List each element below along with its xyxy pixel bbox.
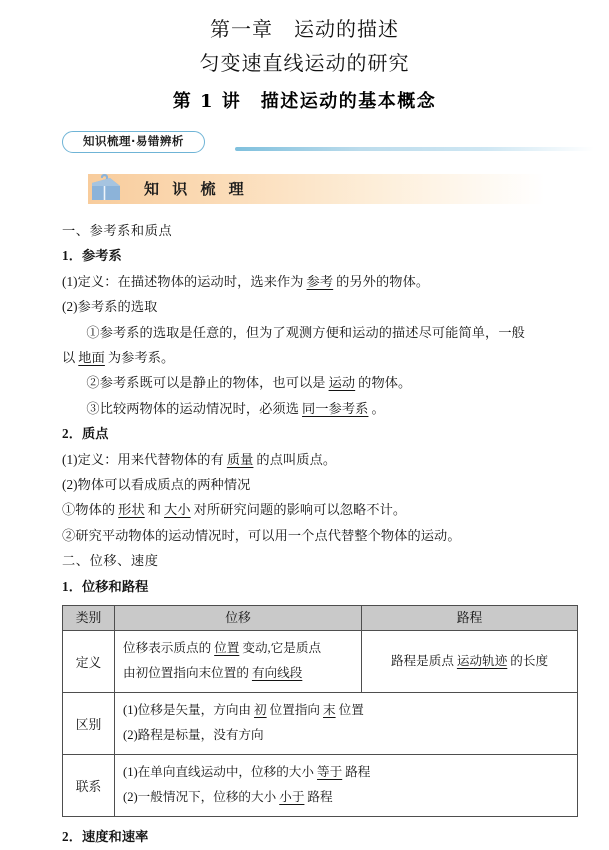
blank-answer: 末 bbox=[323, 703, 336, 718]
text-run: ②研究平动物体的运动情况时，可以用一个点代替整个物体的运动。 bbox=[62, 527, 461, 543]
text-run: 变动,它是质点 bbox=[242, 641, 322, 656]
table-cell-line bbox=[123, 636, 355, 661]
after-table-area bbox=[0, 824, 609, 849]
text-run: 为参考系。 bbox=[107, 350, 175, 366]
body-line bbox=[62, 370, 579, 395]
body-line bbox=[62, 447, 579, 472]
table-cell-span bbox=[115, 755, 578, 817]
text-run: ②参考系既可以是静止的物体，也可以是 bbox=[86, 375, 326, 391]
table-cell-line bbox=[123, 785, 571, 810]
chapter-subtitle: 匀变速直线运动的研究 bbox=[199, 53, 410, 75]
blank-answer: 运动轨迹 bbox=[456, 654, 508, 669]
section-heading-2: 二、位移、速度 bbox=[62, 553, 159, 569]
table-cell-line bbox=[368, 649, 571, 674]
table-row-label: 定义 bbox=[63, 631, 115, 693]
text-run: ③比较两物体的运动情况时，必须选 bbox=[86, 400, 300, 416]
section-heading-1: 一、参考系和质点 bbox=[62, 223, 173, 238]
item-heading-2-2: 2．速度和速率 bbox=[62, 829, 149, 845]
text-run: 路程是质点 bbox=[390, 654, 454, 669]
text-run: 和 bbox=[147, 502, 162, 518]
text-run: 位置 bbox=[338, 703, 364, 718]
table-row bbox=[63, 631, 578, 693]
table-row-label: 区别 bbox=[63, 693, 115, 755]
blank-answer: 同一参考系 bbox=[302, 400, 369, 416]
body-line bbox=[62, 294, 579, 319]
text-run: (1)位移是矢量，方向由 bbox=[123, 703, 252, 718]
bag-icon bbox=[88, 174, 128, 204]
text-run: 的物体。 bbox=[358, 375, 412, 391]
table-header-cell: 位移 bbox=[115, 606, 362, 631]
tab-decorative-rule bbox=[235, 147, 594, 151]
table-cell-line bbox=[123, 760, 571, 785]
blank-answer: 小于 bbox=[279, 790, 305, 805]
block-heading bbox=[88, 174, 585, 204]
body-line bbox=[62, 472, 579, 497]
table-header-cell: 类别 bbox=[63, 606, 115, 631]
item-heading-2-1: 1．位移和路程 bbox=[62, 578, 149, 594]
text-run: 路程 bbox=[345, 765, 371, 780]
body-line bbox=[62, 269, 579, 294]
text-run: 的点叫质点。 bbox=[256, 451, 337, 467]
chapter-title: 第一章 运动的描述 bbox=[210, 19, 399, 41]
text-run: (2)参考系的选取 bbox=[62, 299, 158, 315]
text-run: 位移表示质点的 bbox=[123, 641, 212, 656]
body-line bbox=[62, 497, 579, 522]
table-cell-line bbox=[123, 661, 355, 686]
body-line bbox=[62, 396, 579, 421]
table-row bbox=[63, 755, 578, 817]
section-tab: 知识梳理·易错辨析 bbox=[62, 131, 205, 153]
lecture-title: 第 1 讲 描述运动的基本概念 bbox=[172, 91, 437, 112]
text-run: ①参考系的选取是任意的，但为了观测方便和运动的描述尽可能简单，一般 bbox=[86, 324, 525, 340]
block-heading-label: 知 识 梳 理 bbox=[144, 180, 248, 198]
text-run: (1)在单向直线运动中，位移的大小 bbox=[123, 765, 314, 780]
table-row bbox=[63, 693, 578, 755]
text-run: ①物体的 bbox=[62, 502, 116, 518]
blank-answer: 形状 bbox=[118, 502, 145, 518]
table-header-row bbox=[63, 606, 578, 631]
blank-answer: 有向线段 bbox=[251, 666, 303, 681]
blank-answer: 等于 bbox=[317, 765, 343, 780]
item-heading-1-2: 2．质点 bbox=[62, 426, 109, 442]
table-cell-line bbox=[123, 698, 571, 723]
text-run: (2)一般情况下，位移的大小 bbox=[123, 790, 277, 805]
title-block bbox=[0, 0, 609, 117]
text-run: 对所研究问题的影响可以忽略不计。 bbox=[193, 502, 407, 518]
body-content bbox=[0, 218, 609, 599]
body-line bbox=[62, 345, 579, 370]
text-run: (2)物体可以看成质点的两种情况 bbox=[62, 477, 251, 493]
blank-answer: 大小 bbox=[164, 502, 191, 518]
blank-answer: 参考 bbox=[306, 273, 334, 289]
table-row-label: 联系 bbox=[63, 755, 115, 817]
displacement-distance-table bbox=[62, 605, 578, 817]
text-run: (1)定义：在描述物体的运动时，选来作为 bbox=[62, 273, 304, 289]
text-run: 的长度 bbox=[510, 654, 549, 669]
text-run: (1)定义：用来代替物体的有 bbox=[62, 451, 224, 467]
table-cell-displacement bbox=[115, 631, 362, 693]
text-run: 路程 bbox=[307, 790, 333, 805]
body-line bbox=[62, 320, 579, 345]
blank-answer: 初 bbox=[254, 703, 267, 718]
blank-answer: 地面 bbox=[78, 350, 105, 366]
item-heading-1-1: 1．参考系 bbox=[62, 248, 122, 264]
text-run: 位置指向 bbox=[269, 703, 320, 718]
text-run: 。 bbox=[371, 400, 385, 416]
text-run: 的另外的物体。 bbox=[336, 273, 430, 289]
body-line bbox=[62, 523, 579, 548]
text-run: 以 bbox=[62, 350, 76, 366]
text-run: 由初位置指向末位置的 bbox=[123, 666, 249, 681]
blank-answer: 运动 bbox=[328, 375, 356, 391]
table-cell-span bbox=[115, 693, 578, 755]
table-header-cell: 路程 bbox=[362, 606, 578, 631]
displacement-distance-table-wrap bbox=[0, 605, 609, 817]
text-run: (2)路程是标量，没有方向 bbox=[123, 728, 264, 743]
table-cell-distance bbox=[362, 631, 578, 693]
blank-answer: 质量 bbox=[226, 451, 254, 467]
table-cell-line bbox=[123, 723, 571, 748]
section-tab-row bbox=[0, 131, 609, 161]
blank-answer: 位置 bbox=[214, 641, 240, 656]
